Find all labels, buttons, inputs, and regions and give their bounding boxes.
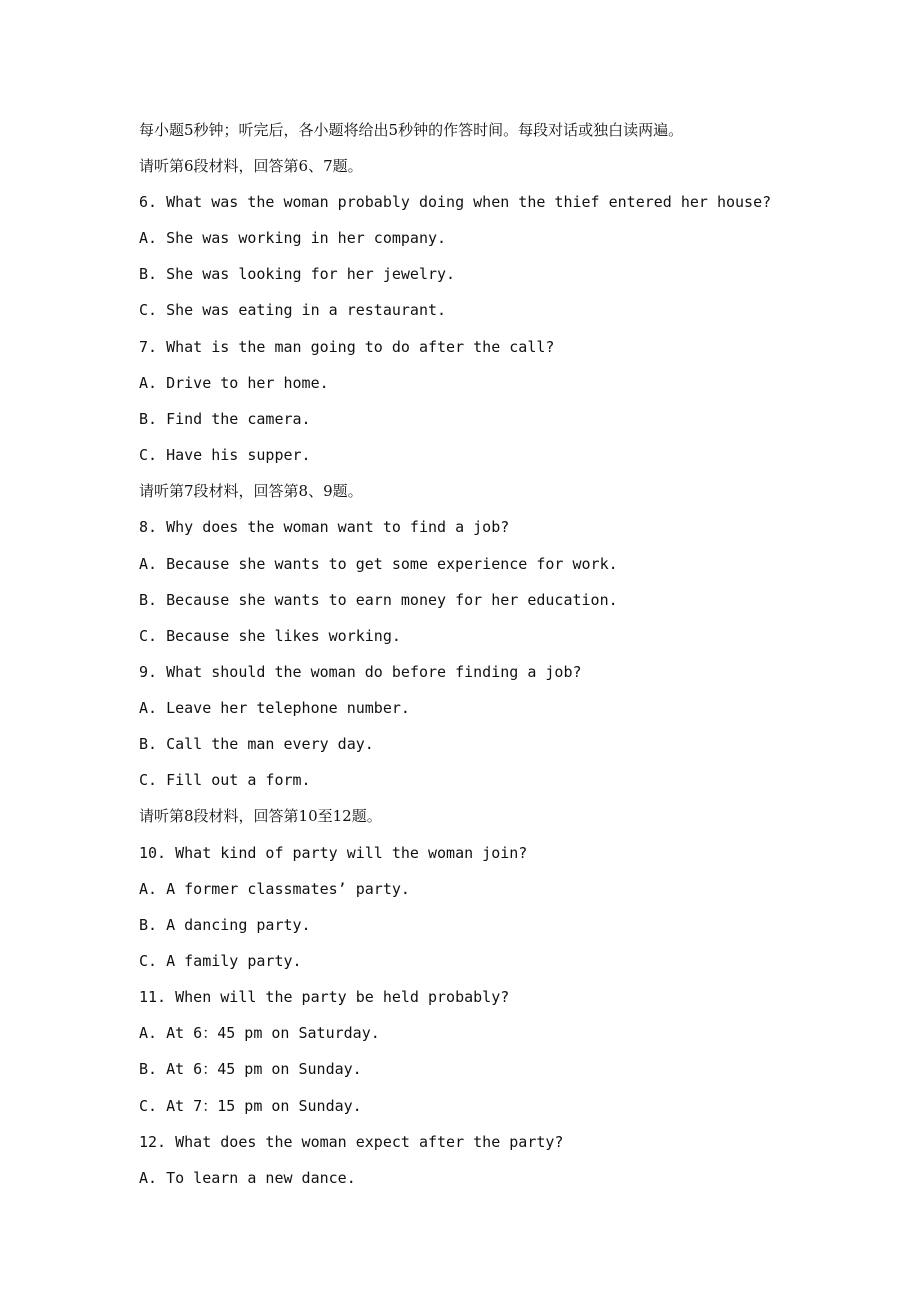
option-text: B. At 6：45 pm on Sunday.: [139, 1060, 362, 1078]
option-text: A. She was working in her company.: [139, 229, 447, 247]
section-heading: 请听第6段材料，回答第6、7题。: [139, 157, 363, 175]
option-text: A. To learn a new dance.: [139, 1169, 356, 1187]
option-text: B. Because she wants to earn money for her education.: [139, 591, 618, 609]
option-text: B. She was looking for her jewelry.: [139, 265, 456, 283]
question-text: 11. When will the party be held probably?: [139, 988, 510, 1006]
option-text: C. At 7：15 pm on Sunday.: [139, 1097, 362, 1115]
option-text: A. At 6：45 pm on Saturday.: [139, 1024, 380, 1042]
option-text: C. Because she likes working.: [139, 627, 401, 645]
option-text: A. Leave her telephone number.: [139, 699, 410, 717]
option-text: C. She was eating in a restaurant.: [139, 301, 447, 319]
option-text: B. Find the camera.: [139, 410, 311, 428]
question-text: 10. What kind of party will the woman join?: [139, 844, 528, 862]
option-text: A. A former classmates’ party.: [139, 880, 410, 898]
option-text: C. Fill out a form.: [139, 771, 311, 789]
option-text: C. A family party.: [139, 952, 302, 970]
option-text: B. Call the man every day.: [139, 735, 374, 753]
section-heading: 请听第7段材料，回答第8、9题。: [139, 482, 363, 500]
option-text: A. Because she wants to get some experience for work.: [139, 555, 618, 573]
option-text: C. Have his supper.: [139, 446, 311, 464]
section-heading: 请听第8段材料，回答第10至12题。: [139, 807, 382, 825]
option-text: A. Drive to her home.: [139, 374, 329, 392]
option-text: B. A dancing party.: [139, 916, 311, 934]
question-text: 8. Why does the woman want to find a job?: [139, 518, 510, 536]
question-text: 12. What does the woman expect after the party?: [139, 1133, 564, 1151]
instruction-text: 每小题5秒钟；听完后，各小题将给出5秒钟的作答时间。每段对话或独白读两遍。: [139, 121, 684, 139]
question-text: 6. What was the woman probably doing when the thief entered her house?: [139, 193, 772, 211]
question-text: 9. What should the woman do before finding a job?: [139, 663, 582, 681]
question-text: 7. What is the man going to do after the call?: [139, 338, 555, 356]
